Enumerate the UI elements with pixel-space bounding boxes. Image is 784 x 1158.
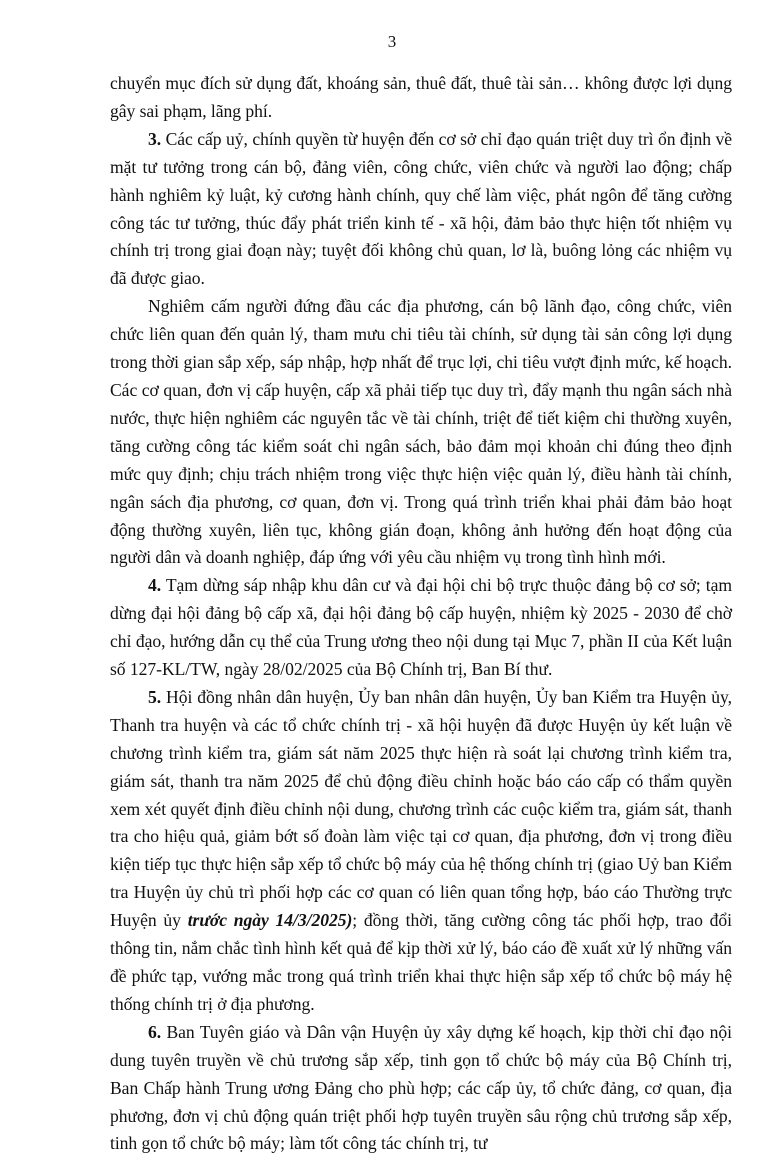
item-number: 4. <box>148 575 162 596</box>
paragraph-text: Tạm dừng sáp nhập khu dân cư và đại hội chi bộ trực thuộc đảng bộ cơ sở; tạm dừng đại hội đảng bộ cấp xã, đại hội đảng bộ cấp huyện, nhiệm kỳ 2025 - 2030 để chờ chỉ đạo, hướng dẫn cụ thể của Trung ương theo nội dung tại Mục 7, phần II của Kết luận số 127-KL/TW, ngày 28/02/2025 của Bộ Chính trị, Ban Bí thư. <box>110 575 732 680</box>
page-number: 3 <box>387 32 397 51</box>
paragraph-text: Hội đồng nhân dân huyện, Ủy ban nhân dân huyện, Ủy ban Kiểm tra Huyện ủy, Thanh tra huyện và các tổ chức chính trị - xã hội huyện đã được Huyện ủy kết luận về chương trình kiểm tra, giám sát năm 2025 thực hiện rà soát lại chương trình kiểm tra, giám sát, thanh tra năm 2025 để chủ động điều chỉnh hoặc báo cáo cấp có thẩm quyền xem xét quyết định điều chỉnh nội dung, chương trình các cuộc kiểm tra, giám sát, thanh tra cho hiệu quả, giảm bớt số đoàn làm việc tại cơ quan, địa phương, đơn vị trong điều kiện tiếp tục thực hiện sắp xếp tổ chức bộ máy của hệ thống chính trị (giao Uỷ ban Kiểm tra Huyện ủy chủ trì phối hợp các cơ quan có liên quan tổng hợp, báo cáo Thường trực Huyện ủy <box>110 686 732 931</box>
paragraph-item-4 <box>110 572 732 684</box>
document-body <box>110 70 732 1158</box>
paragraph-text: Các cấp uỷ, chính quyền từ huyện đến cơ sở chỉ đạo quán triệt duy trì ổn định về mặt tư tưởng trong cán bộ, đảng viên, công chức, viên chức và người lao động; chấp hành nghiêm kỷ luật, kỷ cương hành chính, quy chế làm việc, phát ngôn để tăng cường công tác tư tưởng, thúc đẩy phát triển kinh tế - xã hội, đảm bảo thực hiện tốt nhiệm vụ chính trị trong giai đoạn này; tuyệt đối không chủ quan, lơ là, buông lỏng các nhiệm vụ đã được giao. <box>110 128 732 289</box>
item-number: 5. <box>148 686 162 707</box>
paragraph-item-6 <box>110 1019 732 1158</box>
paragraph-item-3 <box>110 126 732 293</box>
paragraph-item-5 <box>110 684 732 1019</box>
paragraph-text: ; đồng thời, tăng cường công tác phối hợp, trao đổi thông tin, nắm chắc tình hình kết quả để kịp thời xử lý, báo cáo đề xuất xử lý những vấn đề phức tạp, vướng mắc trong quá trình triển khai thực hiện sắp xếp tổ chức bộ máy hệ thống chính trị ở địa phương. <box>110 910 732 1014</box>
item-number: 3. <box>148 128 162 149</box>
item-number: 6. <box>148 1021 162 1042</box>
paragraph-prohibition: Nghiêm cấm người đứng đầu các địa phương, cán bộ lãnh đạo, công chức, viên chức liên quan đến quản lý, tham mưu chi tiêu tài chính, sử dụng tài sản công lợi dụng trong thời gian sắp xếp, sáp nhập, hợp nhất để trục lợi, chi tiêu vượt định mức, kế hoạch. Các cơ quan, đơn vị cấp huyện, cấp xã phải tiếp tục duy trì, đẩy mạnh thu ngân sách nhà nước, thực hiện nghiêm các nguyên tắc về tài chính, triệt để tiết kiệm chi thường xuyên, tăng cường công tác kiểm soát chi ngân sách, bảo đảm mọi khoản chi đúng theo định mức quy định; chịu trách nhiệm trong việc thực hiện việc quản lý, điều hành tài chính, ngân sách địa phương, cơ quan, đơn vị. Trong quá trình triển khai phải đảm bảo hoạt động thường xuyên, liên tục, không gián đoạn, không ảnh hưởng đến hoạt động của người dân và doanh nghiệp, đáp ứng với yêu cầu nhiệm vụ trong tình hình mới. <box>110 296 732 568</box>
paragraph-continuation: chuyển mục đích sử dụng đất, khoáng sản, thuê đất, thuê tài sản… không được lợi dụng gây sai phạm, lãng phí. <box>110 73 732 121</box>
paragraph-text: Ban Tuyên giáo và Dân vận Huyện ủy xây dựng kế hoạch, kịp thời chỉ đạo nội dung tuyên truyền về chủ trương sắp xếp, tinh gọn tổ chức bộ máy của Bộ Chính trị, Ban Chấp hành Trung ương Đảng cho phù hợp; các cấp ủy, tổ chức đảng, cơ quan, địa phương, đơn vị chủ động quán triệt phối hợp tuyên truyền sâu rộng chủ trương sắp xếp, tinh gọn tổ chức bộ máy; làm tốt công tác chính trị, tư <box>110 1021 732 1154</box>
deadline-emphasis: trước ngày 14/3/2025) <box>187 910 353 931</box>
